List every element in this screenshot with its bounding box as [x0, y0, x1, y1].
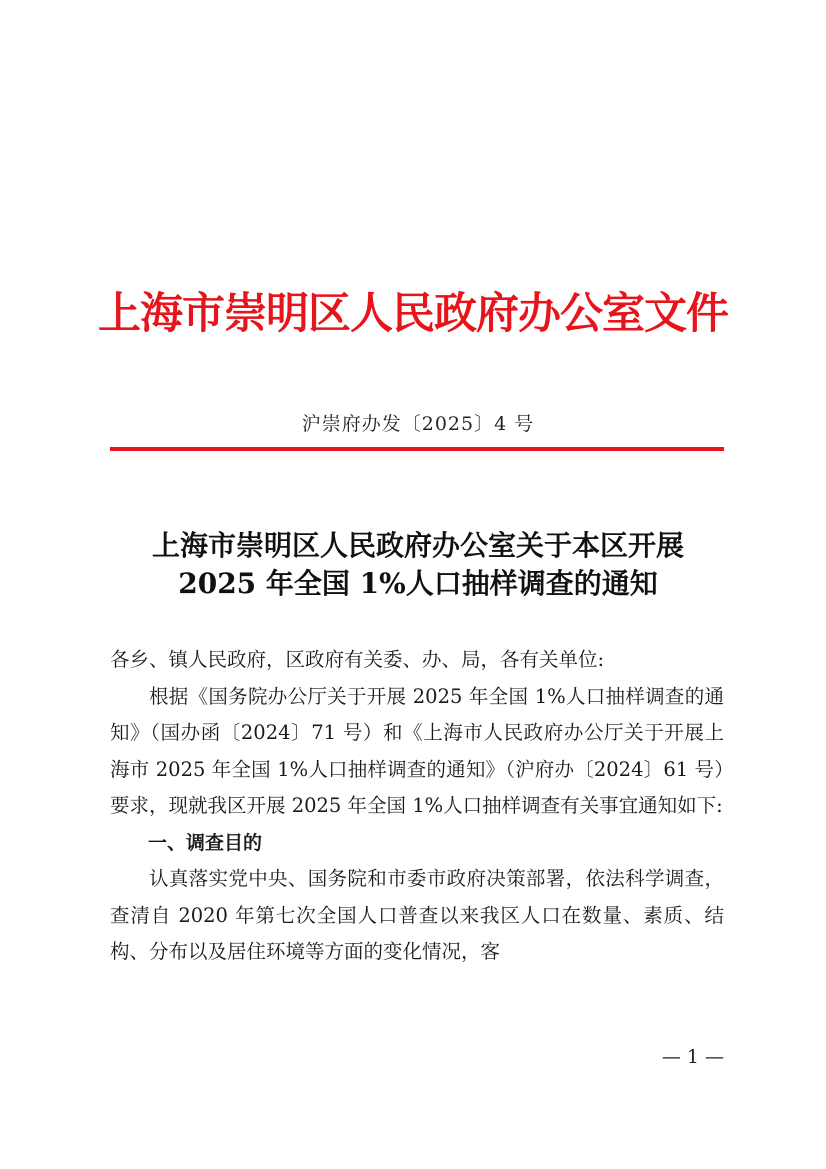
- document-number: 沪崇府办发〔2025〕4 号: [301, 413, 535, 435]
- salutation: 各乡、镇人民政府，区政府有关委、办、局，各有关单位:: [110, 648, 605, 671]
- section-heading: 一、调查目的: [148, 831, 263, 854]
- notice-title: [0, 527, 826, 603]
- red-divider-line: [110, 447, 724, 451]
- notice-title-line-2: 2025 年全国 1%人口抽样调查的通知: [178, 567, 658, 600]
- body-paragraph: 根据《国务院办公厅关于开展 2025 年全国 1%人口抽样调查的通知》（国办函〔2024〕71 号）和《上海市人民政府办公厅关于开展上海市 2025 年全国 1%人口抽样调查的通知》（沪府办〔2024〕61 号）要求，现就我区开展 2025 年全国 1%人口抽样调查有关事宜通知如下:: [110, 684, 724, 817]
- notice-title-line-1: 上海市崇明区人民政府办公室关于本区开展: [151, 529, 684, 562]
- document-masthead: 上海市崇明区人民政府办公室文件: [98, 289, 728, 339]
- notice-body: [110, 642, 724, 971]
- body-paragraph: 认真落实党中央、国务院和市委市政府决策部署，依法科学调查，查清自 2020 年第七次全国人口普查以来我区人口在数量、素质、结构、分布以及居住环境等方面的变化情况，客: [110, 867, 724, 963]
- page-number: — 1 —: [661, 1046, 724, 1068]
